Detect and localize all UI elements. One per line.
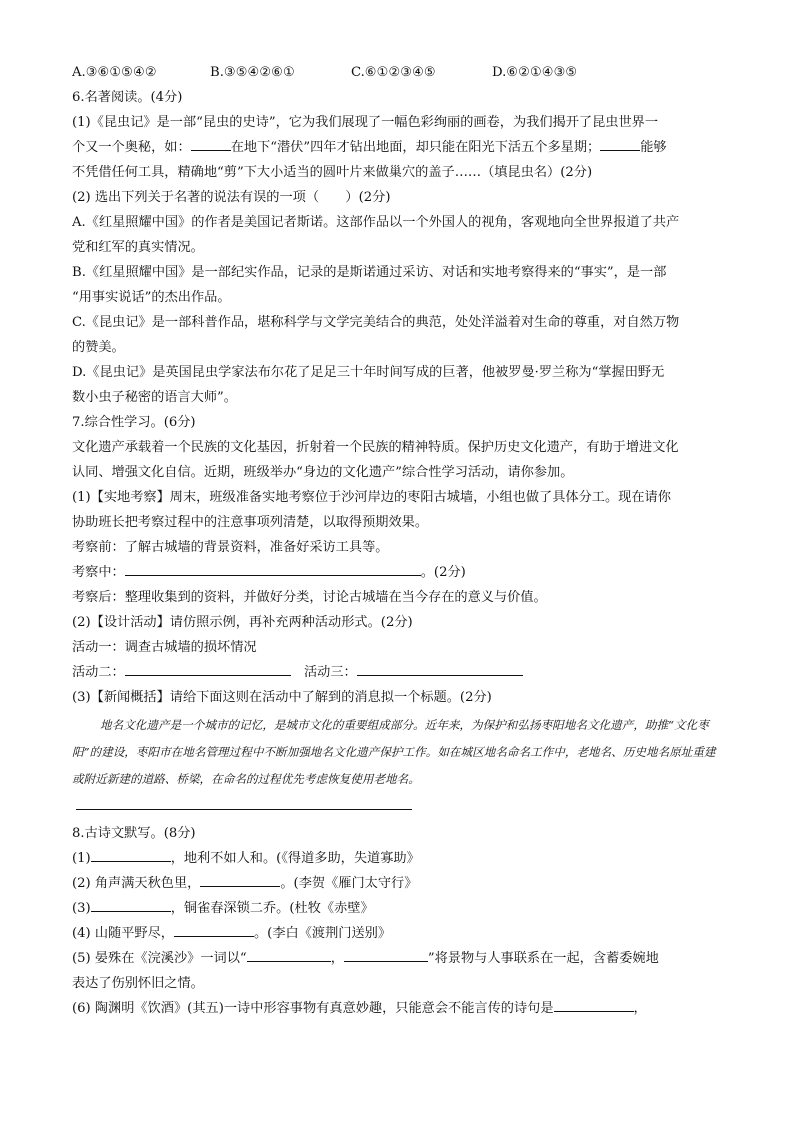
q8-text: (3) [72, 901, 91, 916]
q7-activity-row [72, 660, 722, 685]
q6-title: 6.名著阅读。(4分) [72, 90, 183, 105]
q7-intro-1: 文化遗产承载着一个民族的文化基因，折射着一个民族的精神特质。保护历史文化遗产，有助于增进文化 [72, 440, 679, 455]
q7-activity-1: 活动一：调查古城墙的损坏情况 [72, 640, 257, 655]
q6-option-d-2: 数小虫子秘密的语言大师”。 [72, 390, 237, 405]
q8-line-5 [72, 946, 722, 971]
activity-2-label: 活动二： [72, 665, 125, 680]
q8-text: (1) [72, 851, 91, 866]
poem-blank-6[interactable] [554, 996, 634, 1012]
exam-page [72, 60, 722, 1021]
q8-title: 8.古诗文默写。(8分) [72, 826, 196, 841]
news-passage [72, 712, 722, 820]
during-label: 考察中： [72, 565, 125, 580]
q8-text: (4) 山随平野尽， [72, 926, 174, 941]
q6-option-d-1: D.《昆虫记》是英国昆虫学家法布尔花了足足三十年时间写成的巨著，他被罗曼·罗兰称为“掌握田野无 [72, 365, 665, 380]
q7-s2: (2)【设计活动】请仿照示例，再补充两种活动形式。(2分) [72, 615, 413, 630]
q8-line-1 [72, 846, 722, 871]
q6-option-b-1: B.《红星照耀中国》是一部纪实作品，记录的是斯诺通过采访、对话和实地考察得来的“事实”，是一部 [72, 265, 667, 280]
q8-text: 。(李白《渡荆门送别》 [254, 926, 392, 941]
q7-during [72, 560, 722, 585]
poem-blank-1[interactable] [91, 846, 171, 862]
q6-p1-line3: 不凭借任何工具，精确地“剪”下大小适当的圆叶片来做巢穴的盖子……（填昆虫名）(2分) [72, 165, 593, 180]
q6-p2: (2) 选出下列关于名著的说法有误的一项（ ）(2分) [72, 190, 391, 205]
activity-2-blank[interactable] [125, 660, 291, 676]
news-title-blank[interactable] [76, 794, 412, 810]
activity-3-label: 活动三： [304, 665, 357, 680]
q8-text: (6) 陶渊明《饮酒》(其五)一诗中形容事物有真意妙趣，只能意会不能言传的诗句是 [72, 1001, 554, 1016]
during-tail: 。(2分) [420, 565, 466, 580]
poem-blank-3[interactable] [91, 896, 171, 912]
q6-p1-text: 在地下“潜伏”四年才钻出地面，却只能在阳光下活五个多星期； [230, 140, 601, 155]
q7-title: 7.综合性学习。(6分) [72, 415, 196, 430]
option-b: B.③⑤④②⑥① [210, 65, 295, 80]
q6-p1-line2 [72, 135, 722, 160]
activity-3 [304, 660, 523, 685]
activity-2 [72, 660, 304, 685]
news-text: 地名文化遗产是一个城市的记忆，是城市文化的重要组成部分。近年来，为保护和弘扬枣阳地名文化遗产，助推“文化枣阳”的建设，枣阳市在地名管理过程中不断加强地名文化遗产保护工作。如在城区地名命名工作中，老地名、历史地名原址重建或附近新建的道路、桥梁，在命名的过程优先考虑恢复使用老地名。 [72, 718, 716, 786]
q7-s1-2: 协助班长把考察过程中的注意事项列清楚，以取得预期效果。 [72, 515, 429, 530]
q6-p1-text: 能够 [640, 140, 667, 155]
q6-option-b-2: “用事实说话”的杰出作品。 [72, 290, 231, 305]
answer-blank-2[interactable] [600, 135, 640, 151]
q6-option-c-2: 的赞美。 [72, 340, 125, 355]
q7-before: 考察前：了解古城墙的背景资料，准备好采访工具等。 [72, 540, 389, 555]
q6-p1-text: 个又一个奥秘，如： [72, 140, 191, 155]
poem-blank-2[interactable] [200, 871, 280, 887]
q7-after: 考察后：整理收集到的资料，并做好分类，讨论古城墙在当今存在的意义与价值。 [72, 590, 547, 605]
q8-line-2 [72, 871, 722, 896]
poem-blank-5a[interactable] [247, 946, 331, 962]
option-c: C.⑥①②③④⑤ [351, 65, 436, 80]
q7-intro-2: 认同、增强文化自信。近期，班级举办“身边的文化遗产”综合性学习活动，请你参加。 [72, 465, 574, 480]
during-answer-blank[interactable] [125, 560, 421, 576]
poem-blank-5b[interactable] [344, 946, 428, 962]
q6-option-a-1: A.《红星照耀中国》的作者是美国记者斯诺。这部作品以一个外国人的视角，客观地向全世界报道了共产 [72, 215, 680, 230]
q7-s3: (3)【新闻概括】请给下面这则在活动中了解到的消息拟一个标题。(2分) [72, 690, 492, 705]
q8-text: 。(李贺《雁门太守行》 [280, 876, 418, 891]
q8-text: ”将景物与人事联系在一起，含蓄委婉地 [427, 951, 659, 966]
q6-option-a-2: 党和红军的真实情况。 [72, 240, 204, 255]
q8-text: (5) 晏殊在《浣溪沙》一词以“ [72, 951, 247, 966]
q8-text: ，铜雀春深锁二乔。(杜牧《赤壁》 [170, 901, 374, 916]
q6-p1-line1: (1)《昆虫记》是一部“昆虫的史诗”，它为我们展现了一幅色彩绚丽的画卷，为我们揭开了昆虫世界一 [72, 115, 659, 130]
q6-option-c-1: C.《昆虫记》是一部科普作品，堪称科学与文学完美结合的典范，处处洋溢着对生命的尊重，对自然万物 [72, 315, 680, 330]
answer-blank-1[interactable] [191, 135, 231, 151]
q8-text: ，地利不如人和。(《得道多助，失道寡助》 [170, 851, 420, 866]
q8-text: (2) 角声满天秋色里， [72, 876, 201, 891]
poem-blank-4[interactable] [174, 921, 254, 937]
q8-line-5b: 表达了伤别怀旧之情。 [72, 976, 204, 991]
q8-text: ， [633, 1001, 647, 1016]
q8-text: ， [330, 951, 344, 966]
q8-line-6 [72, 996, 722, 1021]
q5-options [72, 60, 722, 85]
option-d: D.⑥②①④③⑤ [492, 65, 578, 80]
activity-3-blank[interactable] [357, 660, 523, 676]
q7-s1-1: (1)【实地考察】周末，班级准备实地考察位于沙河岸边的枣阳古城墙，小组也做了具体分工。现在请你 [72, 490, 671, 505]
q8-line-4 [72, 921, 722, 946]
option-a: A.③⑥①⑤④② [72, 65, 157, 80]
q8-line-3 [72, 896, 722, 921]
